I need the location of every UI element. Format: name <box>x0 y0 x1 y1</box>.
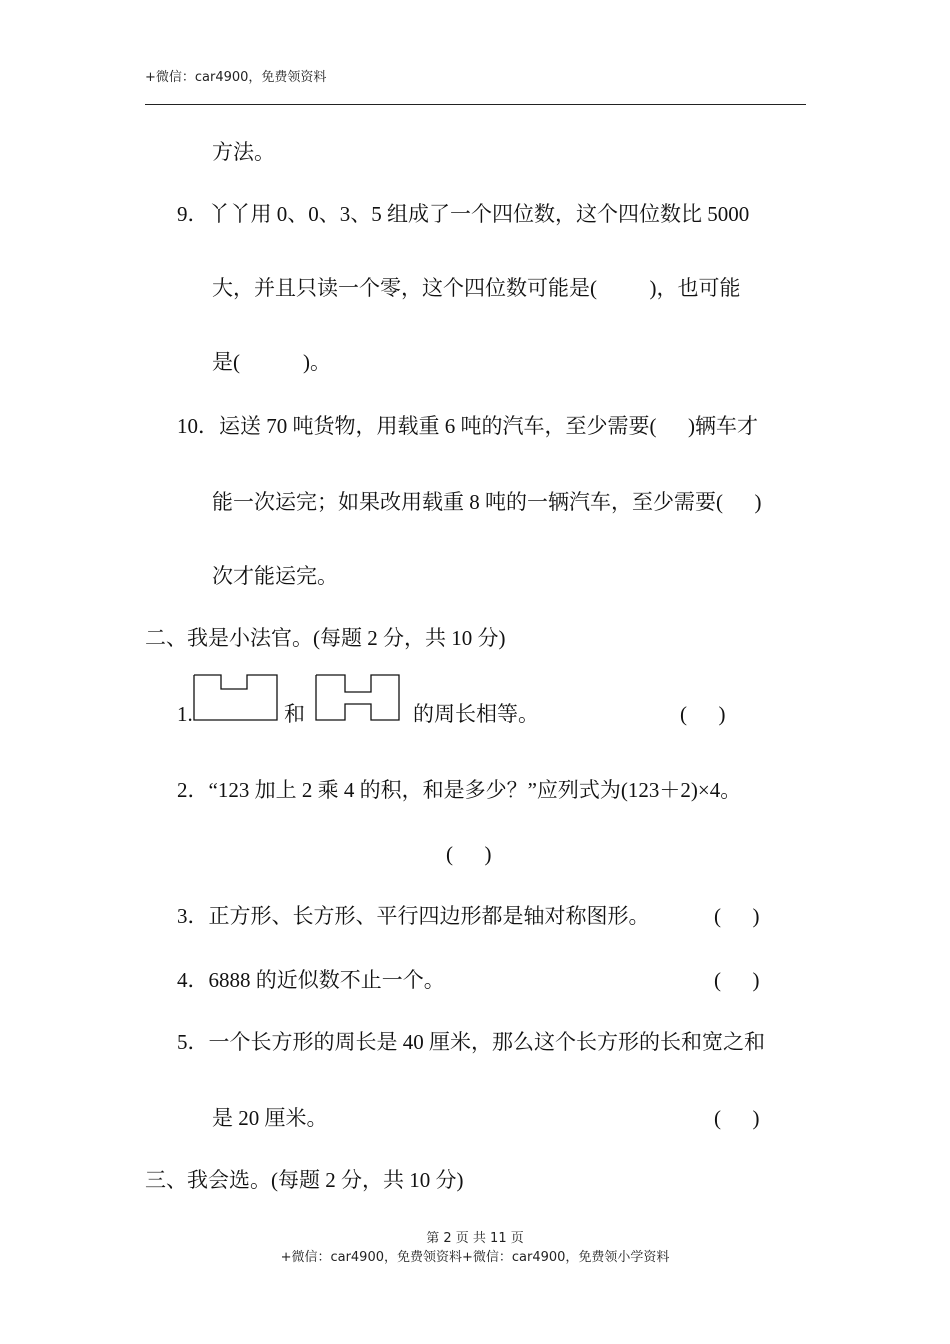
judge-1-answer-paren[interactable]: ( ) <box>680 702 726 726</box>
question-10-line-2: 能一次运完；如果改用载重 8 吨的一辆汽车，至少需要( ) <box>212 490 762 514</box>
question-9-line-3: 是( )。 <box>212 350 331 374</box>
shape-h-shaped-polygon <box>315 674 401 722</box>
judge-2-text: 2．“123 加上 2 乘 4 的积，和是多少？”应列式为(123＋2)×4。 <box>177 778 742 802</box>
question-9-line-2: 大，并且只读一个零，这个四位数可能是( )，也可能 <box>212 276 741 300</box>
judge-2-answer-paren[interactable]: ( ) <box>446 842 492 866</box>
judge-4-text: 4．6888 的近似数不止一个。 <box>177 968 445 992</box>
question-9-line-1: 9．丫丫用 0、0、3、5 组成了一个四位数，这个四位数比 5000 <box>177 202 750 226</box>
judge-1-text: 的周长相等。 <box>413 702 539 726</box>
question-10-line-3: 次才能运完。 <box>212 564 338 588</box>
judge-4-answer-paren[interactable]: ( ) <box>714 968 760 992</box>
shape-notched-rectangle <box>193 674 279 722</box>
judge-5-answer-paren[interactable]: ( ) <box>714 1106 760 1130</box>
line-method: 方法。 <box>212 140 275 164</box>
judge-3-answer-paren[interactable]: ( ) <box>714 904 760 928</box>
section-3-heading: 三、我会选。(每题 2 分，共 10 分) <box>145 1168 464 1192</box>
page-number: 第 2 页 共 11 页 <box>426 1231 524 1246</box>
section-2-heading: 二、我是小法官。(每题 2 分，共 10 分) <box>145 626 506 650</box>
judge-5-line-1: 5．一个长方形的周长是 40 厘米，那么这个长方形的长和宽之和 <box>177 1030 765 1054</box>
question-10-line-1: 10．运送 70 吨货物，用载重 6 吨的汽车，至少需要( )辆车才 <box>177 414 758 438</box>
footer-note: +微信：car4900，免费领资料+微信：car4900，免费领小学资料 <box>280 1250 670 1265</box>
judge-1-number: 1. <box>177 702 193 726</box>
header-note: +微信：car4900，免费领资料 <box>145 70 327 85</box>
header-divider <box>145 104 806 105</box>
judge-3-text: 3．正方形、长方形、平行四边形都是轴对称图形。 <box>177 904 650 928</box>
judge-1-and: 和 <box>284 702 305 726</box>
judge-5-line-2: 是 20 厘米。 <box>212 1106 328 1130</box>
